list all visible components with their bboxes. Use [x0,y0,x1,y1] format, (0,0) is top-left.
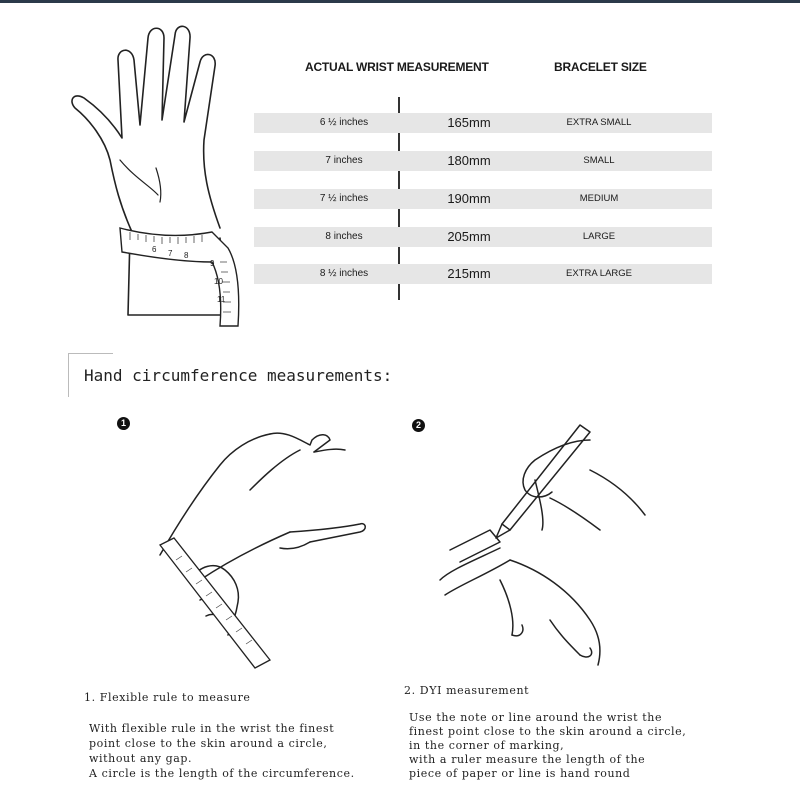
tape-number: 11 [217,295,226,304]
step-2-line: piece of paper or line is hand round [409,767,631,780]
tape-number: 10 [214,277,223,286]
tape-number: 9 [210,259,215,268]
mm-cell: 205mm [447,229,491,244]
inches-cell: 7 inches [325,155,363,166]
inches-cell: 6 ½ inches [319,117,369,128]
tape-number: 7 [168,249,173,258]
mm-cell: 180mm [447,153,491,168]
title-corner-rule [68,353,113,354]
header-bracelet-size: BRACELET SIZE [554,60,647,74]
step-1-line: A circle is the length of the circumference. [89,767,355,780]
step-2-caption: 2. DYI measurement [404,684,530,697]
step-1-line: With flexible rule in the wrist the finest [89,722,335,735]
mm-cell: 165mm [447,115,491,130]
mm-cell: 190mm [447,191,491,206]
table-row [254,264,712,284]
size-cell: MEDIUM [579,193,619,204]
size-cell: SMALL [583,155,615,166]
table-row [254,189,712,209]
step-1-caption: 1. Flexible rule to measure [84,691,251,704]
step-2-badge: 2 [412,419,425,432]
flexible-rule-illustration [140,420,400,670]
section-title: Hand circumference measurements: [84,366,393,385]
step-1-line: without any gap. [89,752,193,765]
step-1-line: point close to the skin around a circle, [89,737,328,750]
size-cell: LARGE [582,231,616,242]
flexible-rule [160,538,270,668]
step-2-line: Use the note or line around the wrist the [409,711,663,724]
inches-cell: 8 ½ inches [319,268,369,279]
step-2-description [409,711,686,781]
step-2-line: with a ruler measure the length of the [409,753,646,766]
step-1-badge: 1 [117,417,130,430]
step-2-line: finest point close to the skin around a circle, [409,725,687,738]
table-row [254,151,712,171]
inches-cell: 7 ½ inches [319,193,369,204]
table-row [254,113,712,133]
step-1-description [89,721,355,781]
inches-cell: 8 inches [325,231,363,242]
size-cell: EXTRA SMALL [566,117,632,128]
header-wrist-measurement: ACTUAL WRIST MEASUREMENT [305,60,489,74]
tape-number: 8 [184,251,189,260]
title-corner-rule-vertical [68,353,69,397]
dyi-measurement-illustration [430,420,690,680]
hand-with-tape-illustration [60,0,260,340]
mm-cell: 215mm [447,266,491,281]
table-row [254,227,712,247]
size-cell: EXTRA LARGE [566,268,632,279]
step-2-line: in the corner of marking, [409,739,565,752]
tape-number: 6 [152,245,157,254]
